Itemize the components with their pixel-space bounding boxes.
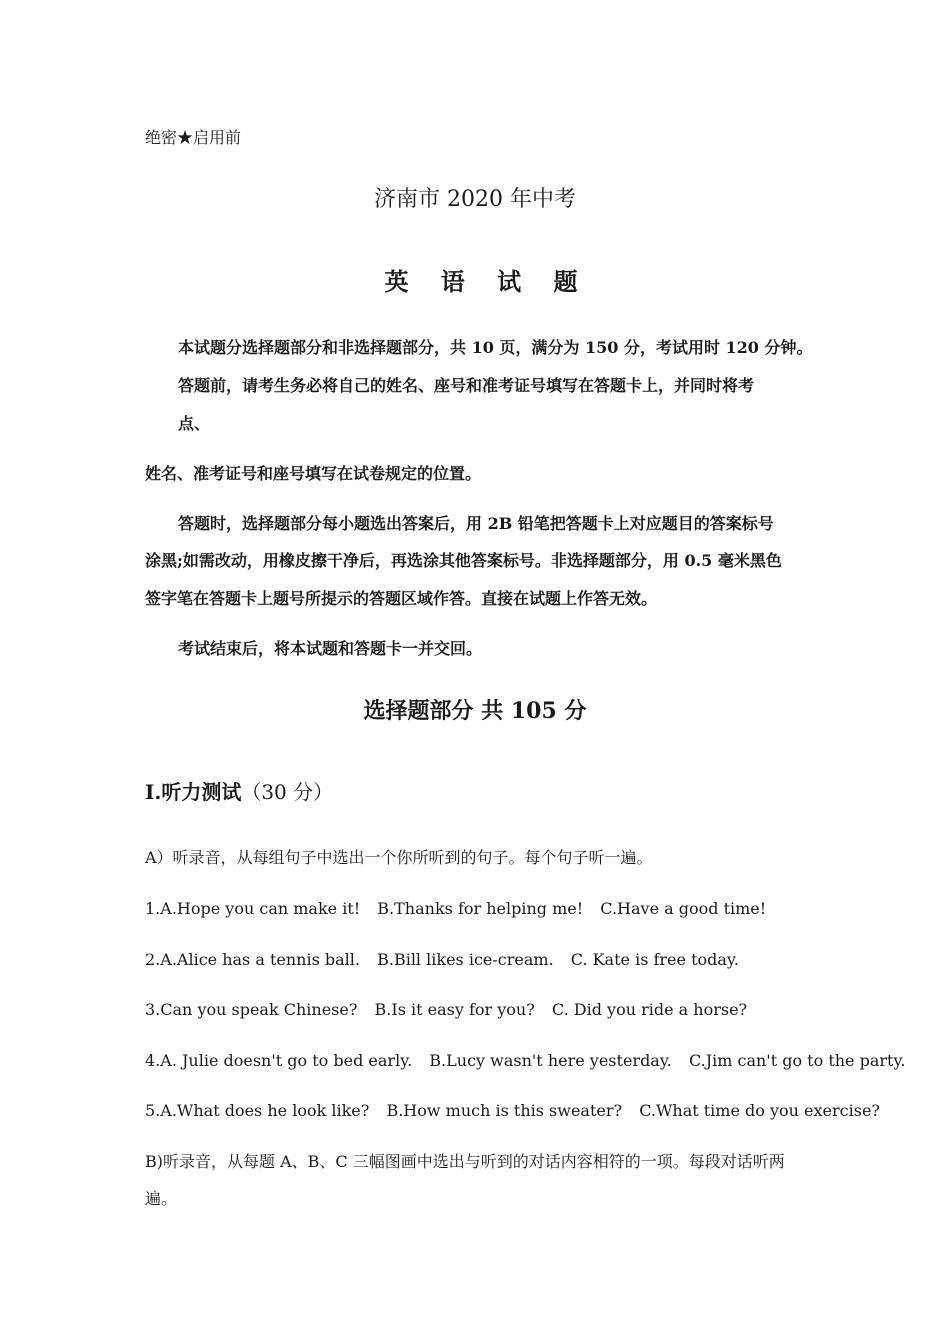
instruction-line: 答题时，选择题部分每小题选出答案后，用 2B 铅笔把答题卡上对应题目的答案标号 xyxy=(178,514,774,533)
part-title xyxy=(145,779,333,805)
exam-name: 济南市 2020 年中考 xyxy=(374,187,576,212)
question-option-a: 4.A. Julie doesn't go to bed early. xyxy=(145,1051,413,1070)
question-row xyxy=(145,950,739,970)
question-option-b: B.Lucy wasn't here yesterday. xyxy=(429,1051,672,1070)
question-option-a: 1.A.Hope you can make it! xyxy=(145,899,361,918)
question-option-b: B.Thanks for helping me! xyxy=(377,899,584,918)
question-row xyxy=(145,1101,880,1121)
instruction-line: 姓名、准考证号和座号填写在试卷规定的位置。 xyxy=(145,464,482,483)
question-row xyxy=(145,1000,747,1020)
question-row xyxy=(145,1051,905,1071)
instruction-line: 签字笔在答题卡上题号所提示的答题区域作答。直接在试题上作答无效。 xyxy=(145,589,658,608)
question-option-b: B.Is it easy for you? xyxy=(374,1000,535,1019)
question-option-c: C.What time do you exercise? xyxy=(639,1101,880,1120)
question-option-c: C. Did you ride a horse? xyxy=(551,1000,748,1019)
instruction-line: 涂黑;如需改动，用橡皮擦干净后，再选涂其他答案标号。非选择题部分，用 0.5 毫米黑色 xyxy=(145,551,782,570)
listening-instruction-a: A）听录音，从每组句子中选出一个你所听到的句子。每个句子听一遍。 xyxy=(145,848,653,867)
question-option-c: C. Kate is free today. xyxy=(570,950,739,969)
instruction-line: 考试结束后，将本试题和答题卡一并交回。 xyxy=(178,639,483,658)
question-option-b: B.Bill likes ice-cream. xyxy=(377,950,554,969)
confidential-label: 绝密★启用前 xyxy=(145,128,242,147)
instruction-line: 答题前，请考生务必将自己的姓名、座号和准考证号填写在答题卡上，并同时将考 xyxy=(178,376,755,395)
question-option-c: C.Jim can't go to the party. xyxy=(688,1051,906,1070)
question-option-a: 3.Can you speak Chinese? xyxy=(145,1000,358,1019)
question-option-a: 5.A.What does he look like? xyxy=(145,1101,370,1120)
part-title-main: I.听力测试 xyxy=(145,780,242,804)
subject-title: 英 语 试 题 xyxy=(384,267,590,296)
instruction-line: 本试题分选择题部分和非选择题部分，共 10 页，满分为 150 分，考试用时 120 分钟。 xyxy=(178,338,813,357)
listening-instruction-b: B)听录音，从每题 A、B、C 三幅图画中选出与听到的对话内容相符的一项。每段对话听两 xyxy=(145,1152,785,1171)
question-option-b: B.How much is this sweater? xyxy=(386,1101,623,1120)
part-title-score: （30 分） xyxy=(241,780,334,804)
section-title: 选择题部分 共 105 分 xyxy=(363,698,587,724)
question-option-a: 2.A.Alice has a tennis ball. xyxy=(145,950,360,969)
question-row xyxy=(145,899,766,919)
instruction-line: 点、 xyxy=(178,414,211,433)
question-option-c: C.Have a good time! xyxy=(600,899,767,918)
listening-instruction-b-cont: 遍。 xyxy=(145,1189,178,1208)
